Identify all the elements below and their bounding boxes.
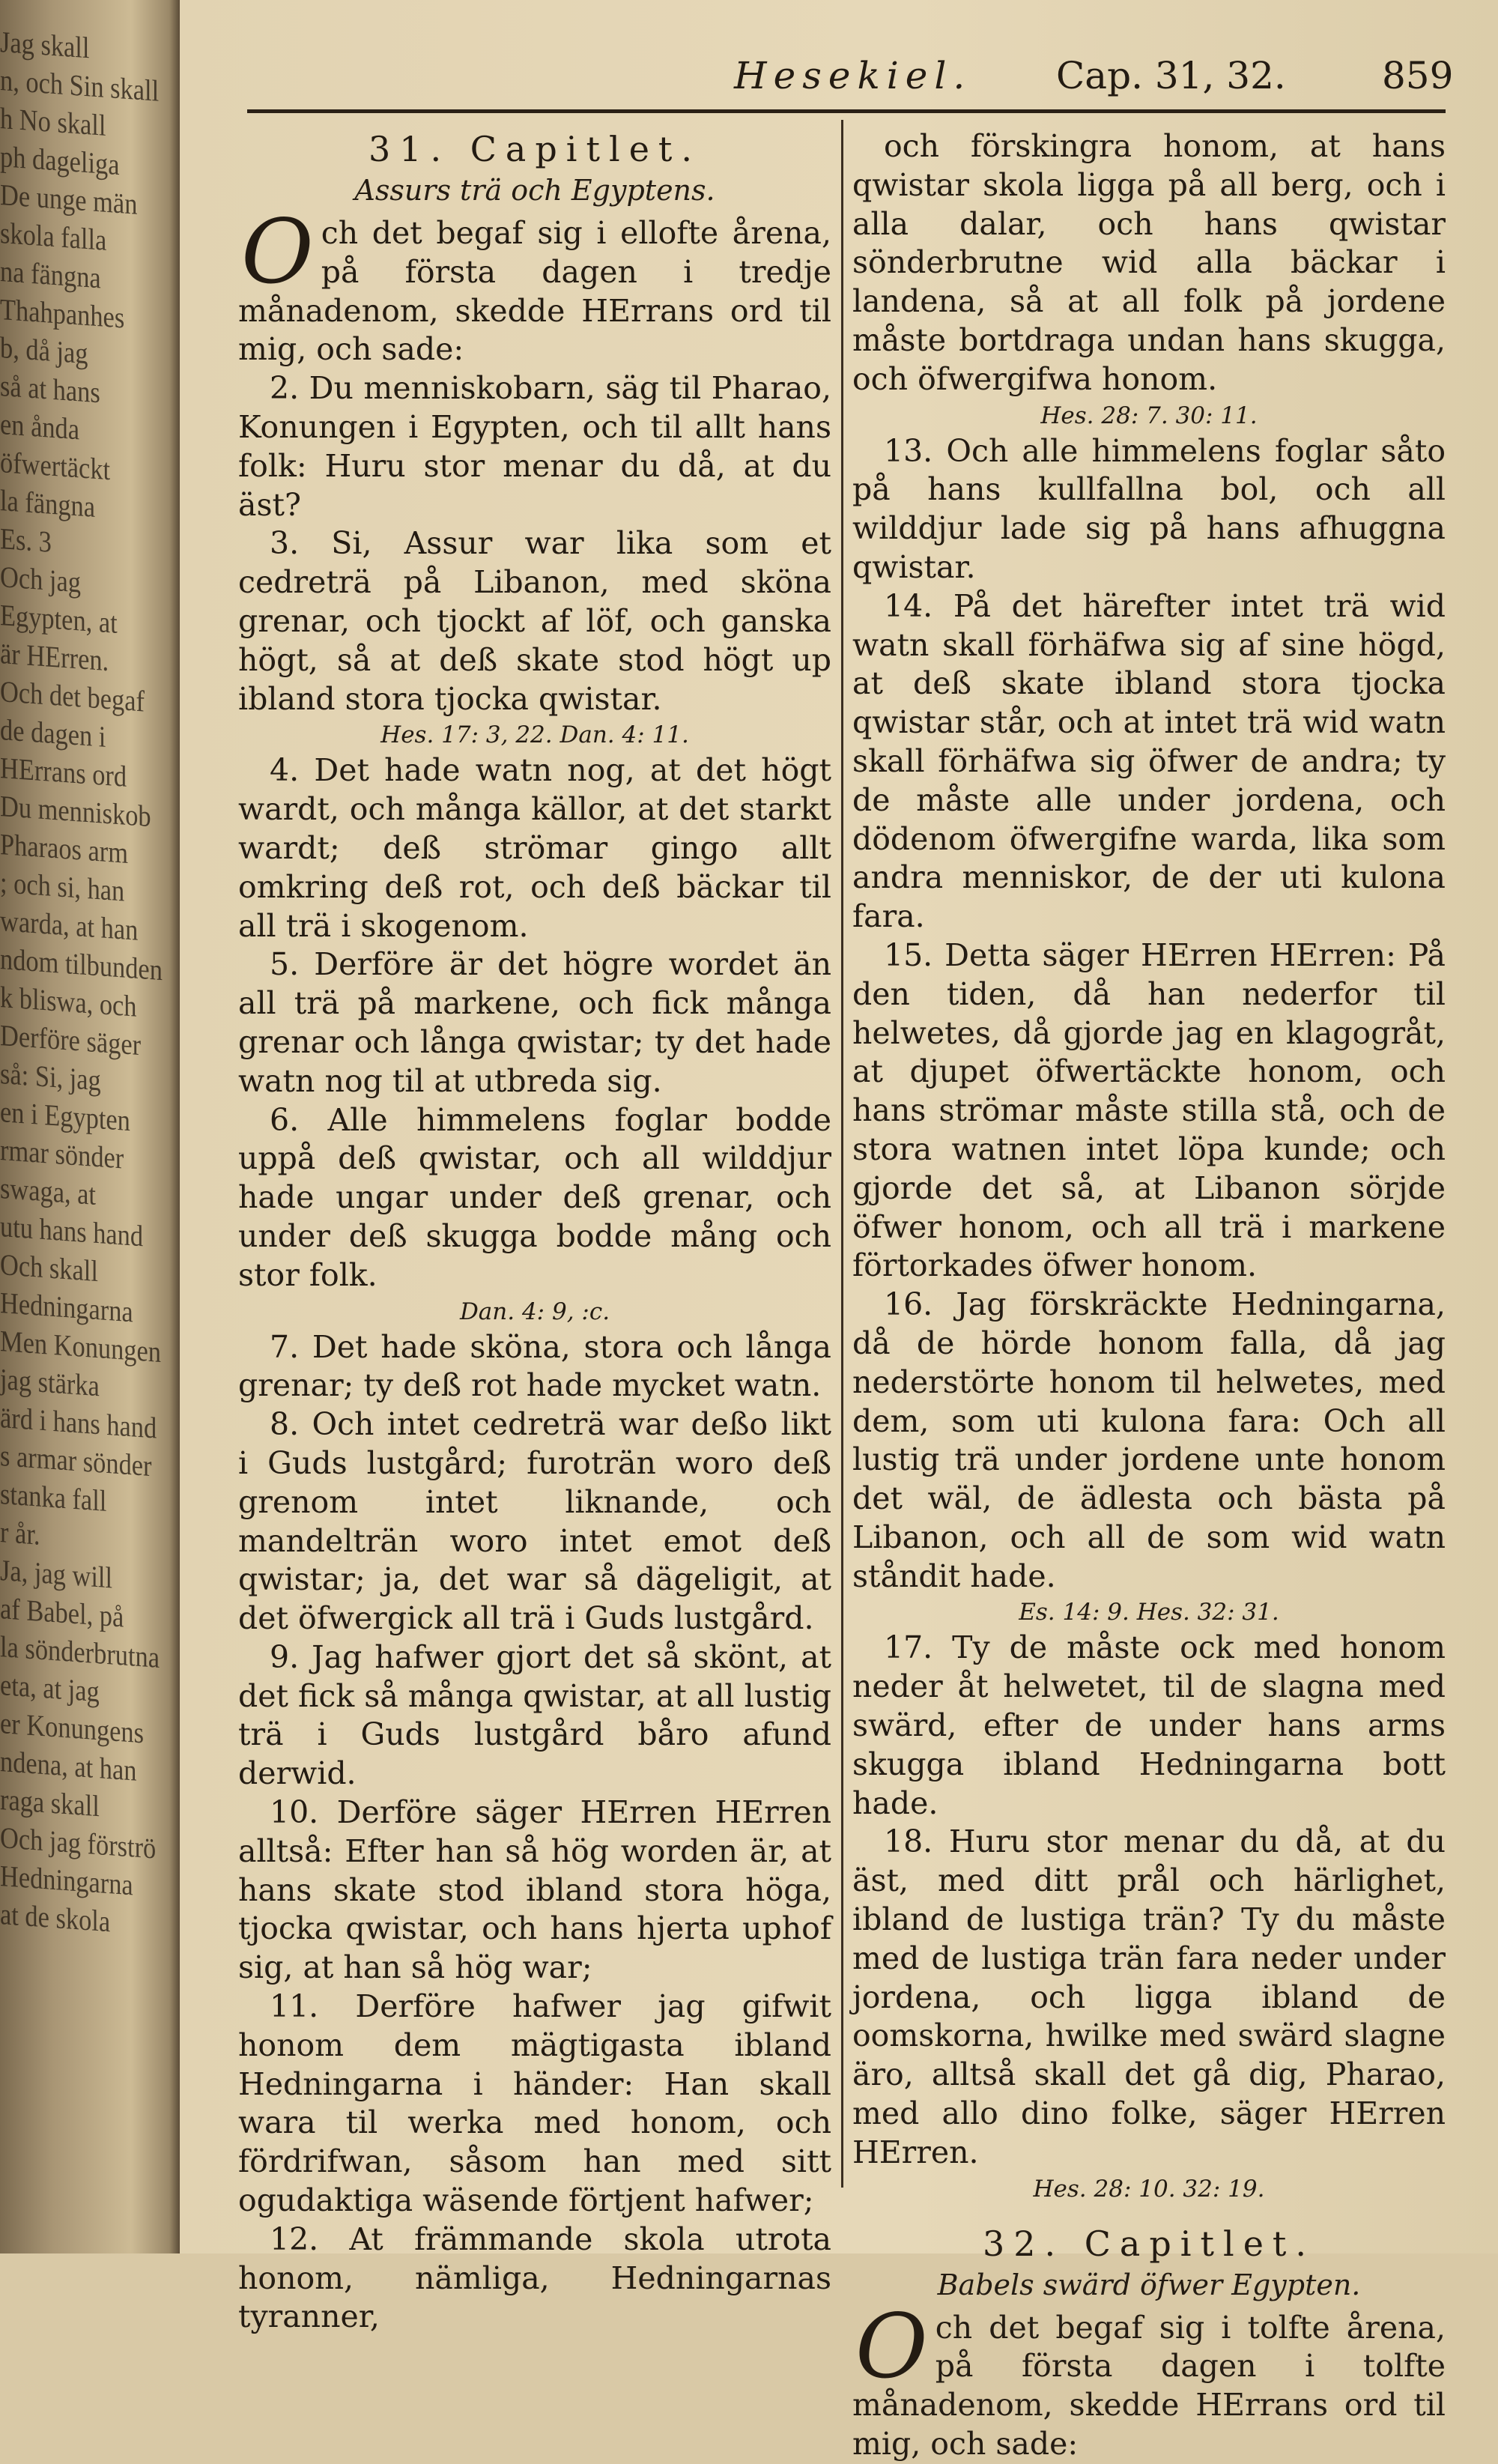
verse-text: 5. Derföre är det högre wordet än all trä på markene, och fick många grenar och långa qwistar; ty det hade watn nog til at utbreda sig. — [238, 946, 831, 1099]
verse-text: 18. Huru stor menar du då, at du äst, med ditt prål och härlighet, ibland de lustiga trän? Ty du måste med de lustiga trän fara neder under jordena, och ligga ibland de oomskorna, hwilke med swärd slagne äro, alltså skall det gå dig, Pharao, med allo dino folke, säger HErren HErren. — [852, 1823, 1446, 2170]
verse — [238, 200, 831, 369]
facing-page-line: la fängna — [0, 483, 96, 524]
chapter-subtitle-32: Babels swärd öfwer Egypten. — [937, 2268, 1361, 2301]
verse — [238, 1101, 831, 1295]
facing-page-line: er Konungens — [0, 1706, 145, 1750]
verse — [238, 751, 831, 945]
facing-page-line: eta, at jag — [0, 1668, 100, 1709]
facing-page-line: af Babel, på — [0, 1591, 124, 1634]
facing-page-line: warda, at han — [0, 903, 139, 947]
verse-text: 15. Detta säger HErren HErren: På den tiden, då han nederfor til helwetes, då gjorde jag en klagogråt, at djupet öfwertäckte honom, och hans strömar måste stilla stå, och de stora watnen intet löpa kunde; och gjorde det så, at Libanon sörjde öfwer honom, och all trä i markene förtorkades öfwer honom. — [852, 936, 1446, 1284]
header-rule — [247, 109, 1446, 113]
verse — [852, 936, 1446, 1286]
dropcap: O — [855, 2294, 928, 2398]
running-header — [247, 54, 1454, 110]
cross-reference: Hes. 28: 7. 30: 11. — [1040, 402, 1258, 429]
verse-text: 6. Alle himmelens foglar bodde uppå deß qwistar, och all wilddjur hade ungar under deß grenar, och under deß skugga bodde mång och stor folk. — [238, 1101, 831, 1293]
facing-page-line: ndom tilbunden — [0, 942, 163, 987]
facing-page-line: HErrans ord — [0, 751, 127, 793]
facing-page-line: Jag skall — [0, 25, 90, 65]
book-title: Hesekiel. — [734, 54, 972, 97]
facing-page-line: skola falla — [0, 216, 107, 257]
facing-page-line: s armar sönder — [0, 1438, 152, 1483]
verse — [852, 1286, 1446, 1596]
verse-text: ch det begaf sig i ellofte årena, på första dagen i tredje månadenom, skedde HErrans ord til mig, och sade: — [238, 215, 831, 368]
verse — [238, 524, 831, 718]
facing-page-line: Thahpanhes — [0, 292, 125, 335]
verse — [238, 1405, 831, 1638]
verse — [852, 1823, 1446, 2172]
facing-page-line: de dagen i — [0, 712, 106, 754]
facing-page-line: De unge män — [0, 178, 138, 221]
facing-page-line: Es. 3 — [0, 521, 52, 559]
cross-reference: Dan. 4: 9, :c. — [459, 1298, 610, 1325]
facing-page-line: raga skall — [0, 1782, 100, 1823]
facing-page-line: ; och si, han — [0, 865, 125, 908]
verse-text: 12. At främmande skola utrota honom, nämliga, Hedningarnas tyranner, — [238, 2221, 831, 2335]
facing-page-line: Och jag — [0, 560, 81, 599]
facing-page-spine — [0, 0, 180, 2253]
left-verses — [238, 200, 831, 2337]
verse-text: 4. Det hade watn nog, at det högt wardt, och många källor, at det starkt wardt; deß strömar gingo allt omkring deß rot, och deß bäckar til all trä i skogenom. — [238, 752, 831, 944]
facing-page-line: Hedningarna — [0, 1286, 133, 1329]
verse — [852, 432, 1446, 587]
facing-page-line: Och jag förströ — [0, 1820, 157, 1865]
verse-text: 9. Jag hafwer gjort det så skönt, at det fick så många qwistar, at all lustig trä i Guds lustgård båro afund derwid. — [238, 1638, 831, 1792]
facing-page-line: Men Konungen — [0, 1324, 161, 1369]
verse — [852, 1629, 1446, 1823]
facing-page-line: r år. — [0, 1515, 40, 1552]
facing-page-line: na fängna — [0, 254, 101, 295]
facing-page-line: jag stärka — [0, 1362, 100, 1403]
chapter-heading-32: 32. Capitlet. — [982, 2223, 1316, 2264]
facing-page-line: så at hans — [0, 369, 100, 410]
facing-page-line: så: Si, jag — [0, 1056, 101, 1098]
verse — [238, 1988, 831, 2221]
verse-text: 8. Och intet cedreträ war deßo likt i Guds lustgård; furoträn woro deß grenom intet liknande, och mandelträn woro intet emot deß qwistar; ja, det war så dägeligit, at det öfwergick all trä i Guds lustgård. — [238, 1406, 831, 1637]
cross-reference: Hes. 17: 3, 22. Dan. 4: 11. — [380, 721, 689, 749]
verse-text: 16. Jag förskräckte Hedningarna, då de hörde honom falla, då jag nederstörte honom til helwetes, med dem, som uti kulona fara: Och all lustig trä under jordene unte honom det wäl, de ädlesta och bästa på Libanon, och all de som wid watn ståndit hade. — [852, 1286, 1446, 1594]
verse-text: ch det begaf sig i tolfte årena, på första dagen i tolfte månadenom, skedde HErrans ord til mig, och sade: — [852, 2309, 1446, 2463]
facing-page-line: öfwertäckt — [0, 445, 111, 487]
verse — [238, 945, 831, 1101]
facing-page-line: at de skola — [0, 1897, 111, 1939]
facing-page-line: Hedningarna — [0, 1859, 133, 1902]
facing-page-line: Egypten, at — [0, 598, 118, 640]
verse — [238, 1328, 831, 1406]
verse — [852, 587, 1446, 936]
cross-reference: Es. 14: 9. Hes. 32: 31. — [1019, 1599, 1279, 1626]
facing-page-line: k bliswa, och — [0, 980, 137, 1023]
verse-text: 3. Si, Assur war lika som et cedreträ på Libanon, med sköna grenar, och tjockt af löf, och ganska högt, så at deß skate stod högt up ibland stora tjocka qwistar. — [238, 525, 831, 717]
facing-page-line: Ja, jag will — [0, 1553, 113, 1595]
verse-text: 11. Derföre hafwer jag gifwit honom dem mägtigasta ibland Hedningarna i händer: Han skall wara til werka med honom, och fördrifwan, såsom han med sitt ogudaktiga wäsende förtjent hafwer; — [238, 1988, 831, 2219]
cross-reference: Hes. 28: 10. 32: 19. — [1033, 2175, 1265, 2203]
column-divider — [841, 120, 843, 2188]
verse-text: 13. Och alle himmelens foglar såto på hans kullfallna bol, och all wilddjur lade sig på hans afhuggna qwistar. — [852, 432, 1446, 585]
verse-text: 2. Du menniskobarn, säg til Pharao, Konungen i Egypten, och til allt hans folk: Huru stor menar du då, at du äst? — [238, 370, 831, 523]
facing-page-line: la sönderbrutna — [0, 1629, 160, 1674]
facing-page-line: är HErren. — [0, 636, 109, 678]
verse — [238, 1793, 831, 1988]
facing-page-line: Derföre säger — [0, 1018, 142, 1062]
verse-text: 14. På det härefter intet trä wid watn skall förhäfwa sig af sine högd, at deß skate ibland stora tjocka qwistar står, och at intet trä wid watn skall förhäfwa sig öfwer de andra; ty de måste alle under jordena, och dödenom öfwergifne warda, lika som andra menniskor, de der uti kulona fara. — [852, 587, 1446, 935]
facing-page-line: ärd i hans hand — [0, 1400, 157, 1445]
verse — [852, 127, 1446, 399]
facing-page-line: b, då jag — [0, 330, 88, 371]
facing-page-line: rmar sönder — [0, 1133, 124, 1175]
facing-page-line: Pharaos arm — [0, 827, 128, 870]
facing-page-line: h No skall — [0, 101, 106, 142]
facing-page-text — [0, 22, 163, 2257]
verse-32-1 — [852, 2294, 1446, 2464]
chapter-range: Cap. 31, 32. — [1056, 54, 1286, 97]
dropcap: O — [241, 200, 314, 303]
facing-page-line: Och skall — [0, 1247, 98, 1289]
facing-page-line: Och det begaf — [0, 674, 145, 718]
verse — [238, 369, 831, 524]
verse-text: och förskingra honom, at hans qwistar skola ligga på all berg, och i alla dalar, och hans qwistar sönderbrutne wid alla bäckar i landena, så at all folk på jordene måste bortdraga undan hans skugga, och öfwergifwa honom. — [852, 128, 1446, 397]
right-verses — [852, 127, 1446, 2206]
facing-page-line: stanka fall — [0, 1477, 107, 1518]
verse-text: 17. Ty de måste ock med honom neder åt helwetet, til de slagna med swärd, efter de under hans arms skugga ibland Hedningarna bott hade. — [852, 1629, 1446, 1821]
page-number: 859 — [1382, 54, 1454, 97]
facing-page-line: n, och Sin skall — [0, 63, 160, 108]
facing-page-line: en ånda — [0, 407, 80, 447]
facing-page-line: en i Egypten — [0, 1095, 130, 1138]
right-column — [852, 127, 1446, 2463]
left-column — [238, 127, 831, 2335]
facing-page-line: swaga, at — [0, 1171, 96, 1211]
chapter-subtitle: Assurs trä och Egyptens. — [354, 174, 715, 207]
verse — [238, 1638, 831, 1793]
verse — [238, 2221, 831, 2337]
facing-page-line: Du menniskob — [0, 789, 151, 834]
verse-text: 7. Det hade sköna, stora och långa grenar; ty deß rot hade mycket watn. — [238, 1328, 831, 1404]
verse-text: 10. Derföre säger HErren HErren alltså: Efter han så hög worden är, at hans skate stod ibland stora höga, tjocka qwistar, och hans hjerta uphof sig, at han så hög war; — [238, 1794, 831, 1986]
chapter-heading: 31. Capitlet. — [368, 129, 702, 169]
facing-page-line: ph dageliga — [0, 139, 120, 182]
facing-page-line: ndena, at han — [0, 1744, 137, 1788]
facing-page-line: utu hans hand — [0, 1209, 144, 1253]
